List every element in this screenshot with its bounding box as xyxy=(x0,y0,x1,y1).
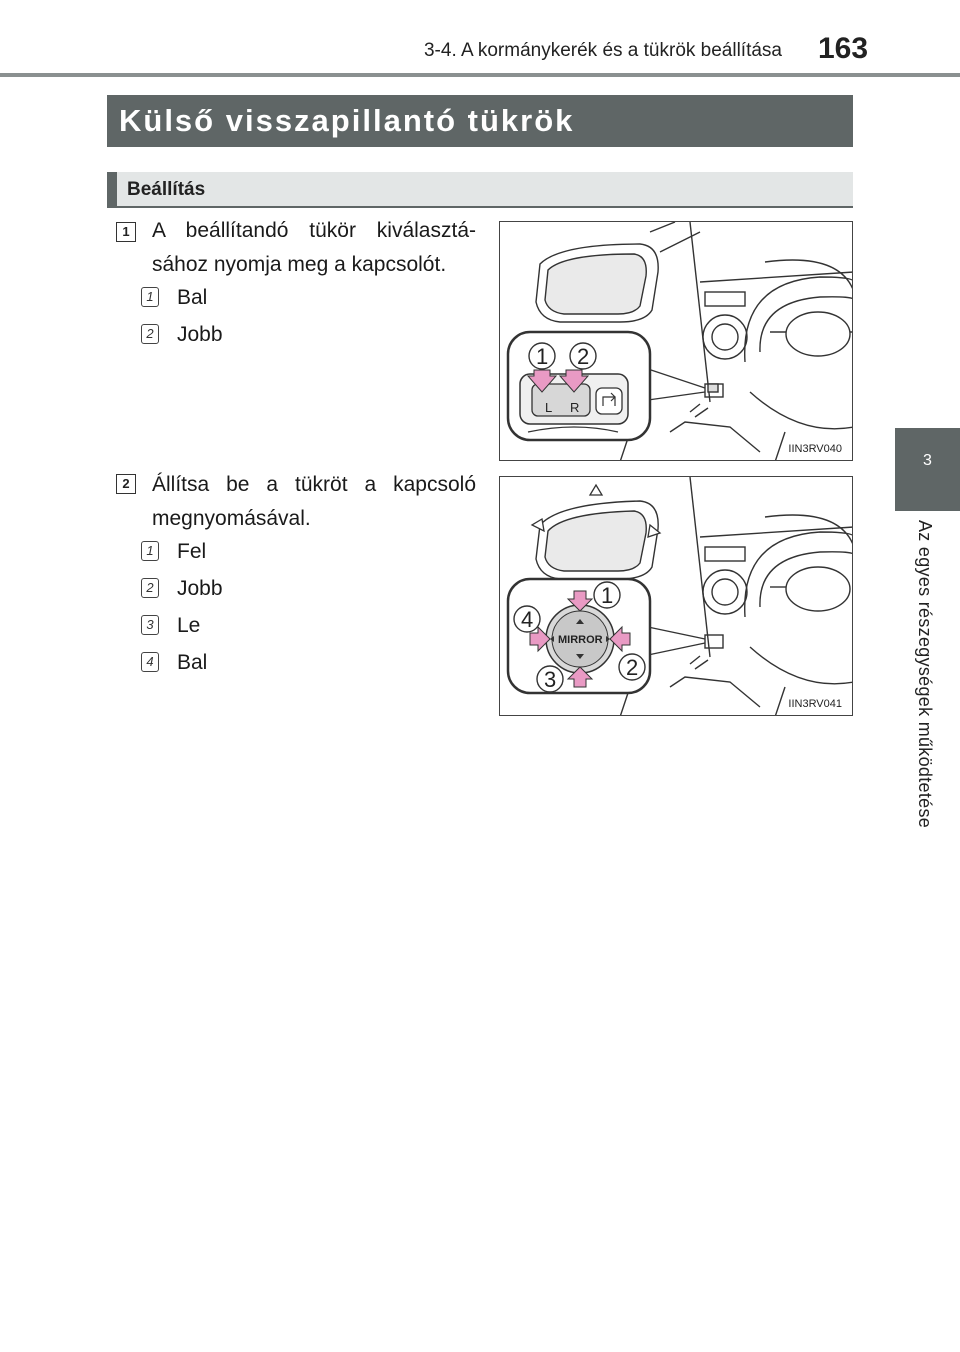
callout-2: 2 xyxy=(577,344,590,369)
item-label: Jobb xyxy=(177,323,223,346)
figure-mirror-adjust xyxy=(499,476,853,716)
step-number-2: 2 xyxy=(116,474,136,494)
callout-1: 1 xyxy=(536,344,549,369)
step-1-text: A beállítandó tükör kiválasztá-sához nyomja meg a kapcsolót. xyxy=(152,219,476,276)
switch-label: MIRROR xyxy=(558,634,603,646)
item-number: 3 xyxy=(141,615,159,635)
item-number: 2 xyxy=(141,578,159,598)
item-number: 2 xyxy=(141,324,159,344)
item-number: 1 xyxy=(141,541,159,561)
item-number: 4 xyxy=(141,652,159,672)
dashboard-illustration xyxy=(500,477,853,716)
callout-1: 1 xyxy=(601,583,614,608)
section-subtitle: Beállítás xyxy=(107,172,853,208)
item-label: Jobb xyxy=(177,577,223,600)
dashboard-illustration xyxy=(500,222,853,461)
callout-4: 4 xyxy=(521,607,534,632)
item-label: Bal xyxy=(177,286,208,309)
item-label: Bal xyxy=(177,651,208,674)
page-title: Külső visszapillantó tükrök xyxy=(107,95,853,147)
running-header: 3-4. A kormánykerék és a tükrök beállítása xyxy=(423,40,782,61)
item-number: 1 xyxy=(141,287,159,307)
figure-code: IIN3RV040 xyxy=(788,443,842,455)
callout-3: 3 xyxy=(544,667,557,692)
header-rule xyxy=(0,73,960,77)
chapter-number: 3 xyxy=(923,452,932,469)
step-number-1: 1 xyxy=(116,222,136,242)
chapter-label: Az egyes részegységek működtetése xyxy=(915,520,935,829)
figure-mirror-select xyxy=(499,221,853,461)
page-number: 163 xyxy=(818,32,869,65)
callout-2: 2 xyxy=(626,655,639,680)
step-2-text: Állítsa be a tükröt a kapcsoló megnyomásával. xyxy=(152,473,476,530)
switch-letter-r: R xyxy=(570,400,580,415)
item-label: Le xyxy=(177,614,201,637)
figure-code: IIN3RV041 xyxy=(788,698,842,710)
switch-letter-l: L xyxy=(545,400,553,415)
item-label: Fel xyxy=(177,540,207,563)
